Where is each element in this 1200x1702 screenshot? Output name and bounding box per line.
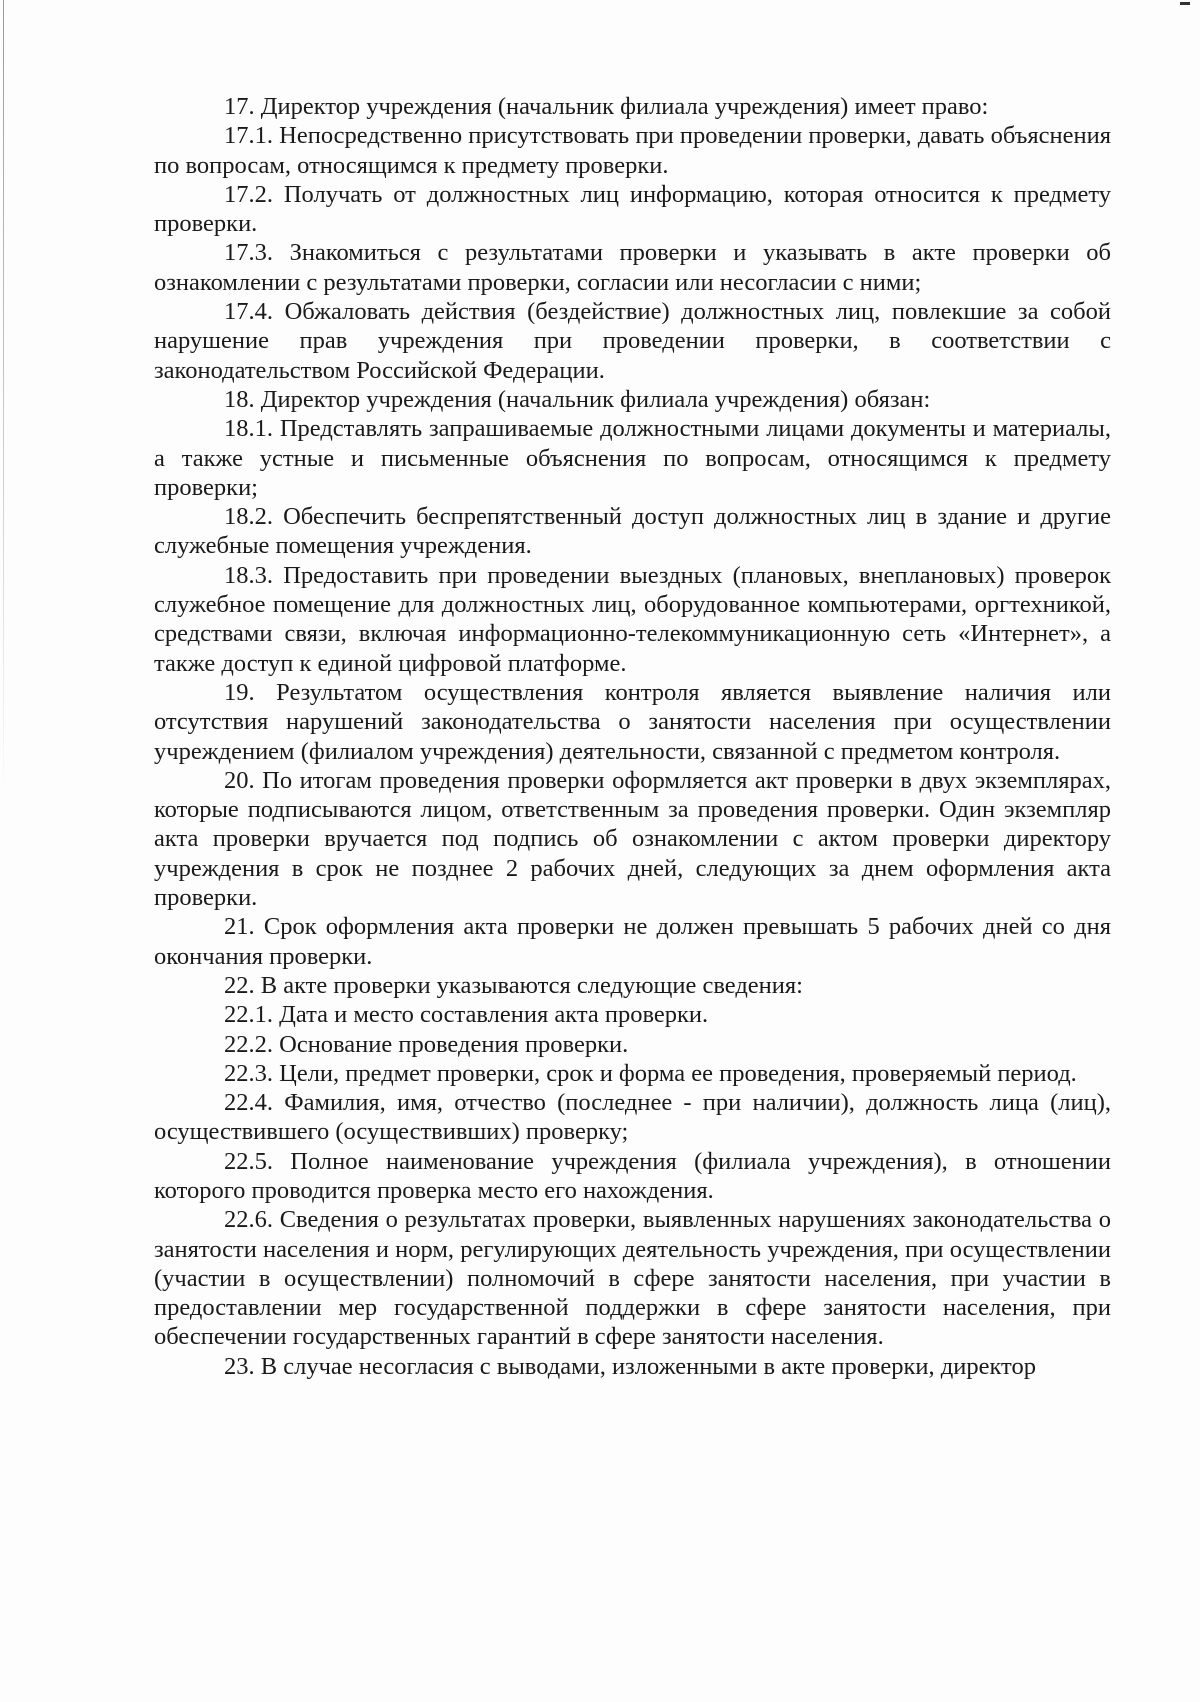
document-body [154,92,1111,1381]
paragraph-17-4: 17.4. Обжаловать действия (бездействие) должностных лиц, повлекшие за собой нарушение прав учреждения при проведении проверки, в соответствии с законодательством Российской Федерации. [154,298,1111,384]
paragraph-22-2: 22.2. Основание проведения проверки. [224,1030,629,1058]
paragraph-20: 20. По итогам проведения проверки оформляется акт проверки в двух экземплярах, которые подписываются лицом, ответственным за проведения проверки. Один экземпляр акта проверки вручается под подпись об ознакомлении с актом проверки директору учреждения в срок не позднее 2 рабочих дней, следующих за днем оформления акта проверки. [154,766,1111,912]
corner-dash-mark [1180,2,1190,5]
paragraph-22-5: 22.5. Полное наименование учреждения (филиала учреждения), в отношении которого проводится проверка место его нахождения. [154,1147,1111,1204]
paragraph-18-1: 18.1. Представлять запрашиваемые должностными лицами документы и материалы, а также устные и письменные объяснения по вопросам, относящимся к предмету проверки; [154,415,1111,501]
paragraph-17-2: 17.2. Получать от должностных лиц информацию, которая относится к предмету проверки. [154,180,1111,238]
paragraph-17-3: 17.3. Знакомиться с результатами проверки и указывать в акте проверки об ознакомлении с результатами проверки, согласии или несогласии с ними; [154,239,1111,296]
paragraph-22-6: 22.6. Сведения о результатах проверки, выявленных нарушениях законодательства о занятости населения и норм, регулирующих деятельность учреждения, при осуществлении (участии в осуществлении) полномочий в сфере занятости населения, при участии в предоставлении мер государственной поддержки в сфере занятости населения, при обеспечении государственных гарантий в сфере занятости населения. [154,1206,1111,1351]
paragraph-19: 19. Результатом осуществления контроля является выявление наличия или отсутствия нарушений законодательства о занятости населения при осуществлении учреждением (филиалом учреждения) деятельности, связанной с предметом контроля. [154,678,1111,765]
paragraph-22-4: 22.4. Фамилия, имя, отчество (последнее - при наличии), должность лица (лиц), осуществившего (осуществивших) проверку; [154,1089,1111,1146]
paragraph-17-1: 17.1. Непосредственно присутствовать при проведении проверки, давать объяснения по вопросам, относящимся к предмету проверки. [154,122,1111,179]
scan-edge-line [3,0,4,800]
paragraph-22: 22. В акте проверки указываются следующие сведения: [224,971,803,999]
paragraph-17: 17. Директор учреждения (начальник филиала учреждения) имеет право: [224,93,989,120]
paragraph-18: 18. Директор учреждения (начальник филиала учреждения) обязан: [224,385,931,413]
paragraph-18-3: 18.3. Предоставить при проведении выездных (плановых, внеплановых) проверок служебное помещение для должностных лиц, оборудованное компьютерами, оргтехникой, средствами связи, включая информационно-телекоммуникационную сеть «Интернет», а также доступ к единой цифровой платформе. [154,561,1111,677]
paragraph-22-3: 22.3. Цели, предмет проверки, срок и форма ее проведения, проверяемый период. [224,1059,1077,1087]
paragraph-21: 21. Срок оформления акта проверки не должен превышать 5 рабочих дней со дня окончания проверки. [154,913,1111,970]
paragraph-22-1: 22.1. Дата и место составления акта проверки. [224,1001,709,1029]
paragraph-18-2: 18.2. Обеспечить беспрепятственный доступ должностных лиц в здание и другие служебные помещения учреждения. [154,503,1111,560]
paragraph-23: 23. В случае несогласия с выводами, изложенными в акте проверки, директор [224,1352,1036,1380]
